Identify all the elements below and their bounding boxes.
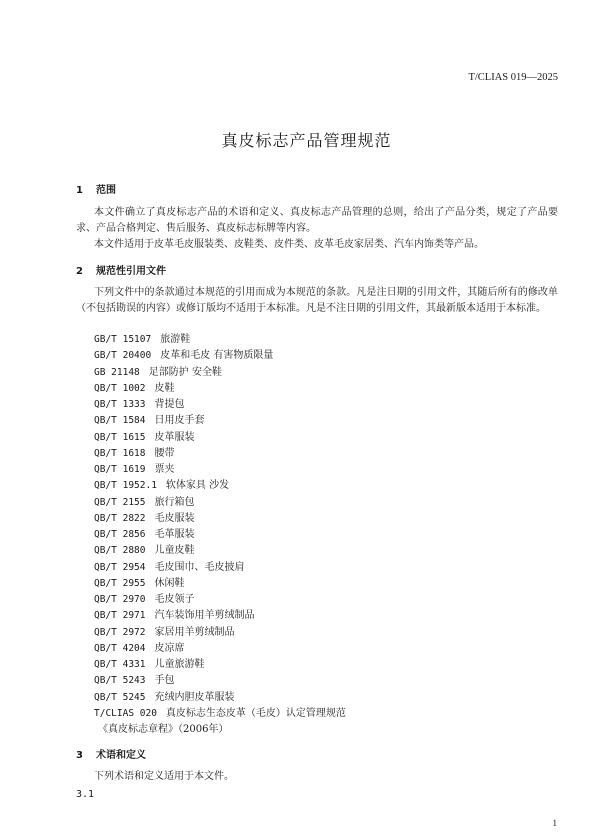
- reference-item: [94, 381, 346, 397]
- reference-item: [94, 332, 346, 348]
- section-number: 2: [76, 266, 83, 277]
- reference-item: [94, 365, 346, 381]
- reference-code: QB/T 5243: [94, 675, 146, 687]
- standard-code: T/CLIAS 019—2025: [468, 72, 558, 83]
- reference-title: 皮革和毛皮 有害物质限量: [160, 350, 274, 362]
- reference-title: 充绒内胆皮革服装: [154, 691, 235, 703]
- reference-code: QB/T 2155: [94, 496, 146, 508]
- reference-title: 背提包: [154, 399, 185, 410]
- section-heading-scope: [76, 181, 116, 196]
- reference-code: QB/T 1615: [94, 431, 146, 443]
- reference-code: GB/T 20400: [94, 350, 152, 362]
- reference-code: QB/T 4204: [94, 642, 146, 654]
- section-title: 规范性引用文件: [96, 266, 166, 277]
- reference-title: 真皮标志生态皮革（毛皮）认定管理规范: [165, 707, 346, 719]
- reference-item: [94, 608, 346, 624]
- reference-item: [94, 722, 346, 738]
- reference-item: [94, 673, 346, 689]
- reference-code: QB/T 2955: [94, 577, 146, 589]
- reference-item: [94, 511, 346, 527]
- reference-item: [94, 690, 346, 706]
- reference-title: 家居用羊剪绒制品: [154, 626, 235, 638]
- reference-title: 手包: [154, 675, 175, 687]
- section-title: 术语和定义: [96, 750, 146, 761]
- reference-code: QB/T 1584: [94, 415, 146, 427]
- reference-title: 毛革服装: [154, 529, 195, 540]
- reference-item: [94, 413, 346, 429]
- reference-title: 毛皮围巾、毛皮披肩: [154, 561, 245, 573]
- section-heading-normative-refs: [76, 262, 166, 277]
- section-number: 3: [76, 750, 83, 761]
- reference-item: [94, 657, 346, 673]
- reference-code: GB/T 15107: [94, 334, 152, 345]
- reference-list: [94, 332, 346, 738]
- reference-item: [94, 348, 346, 364]
- reference-code: QB/T 1619: [94, 464, 146, 475]
- reference-title: 《真皮标志章程》（2006年）: [98, 724, 229, 735]
- page-number: 1: [552, 818, 557, 828]
- reference-item: [94, 625, 346, 641]
- reference-title: 毛皮服装: [154, 512, 195, 524]
- section-number: 1: [76, 185, 83, 196]
- section-heading-terms: [76, 746, 146, 761]
- reference-item: [94, 592, 346, 608]
- reference-title: 皮凉席: [154, 642, 185, 654]
- reference-title: 皮鞋: [154, 382, 175, 394]
- reference-code: QB/T 2954: [94, 561, 146, 573]
- reference-item: [94, 495, 346, 511]
- reference-title: 旅游鞋: [160, 334, 191, 345]
- reference-code: T/CLIAS 020: [94, 707, 157, 719]
- reference-item: [94, 430, 346, 446]
- reference-code: QB/T 5245: [94, 691, 146, 703]
- reference-code: QB/T 1333: [94, 399, 146, 410]
- reference-title: 皮革服装: [154, 431, 195, 443]
- reference-item: [94, 706, 346, 722]
- reference-item: [94, 576, 346, 592]
- reference-code: QB/T 1002: [94, 382, 146, 394]
- reference-code: QB/T 2856: [94, 529, 146, 540]
- reference-item: [94, 641, 346, 657]
- reference-code: QB/T 1618: [94, 447, 146, 459]
- reference-code: QB/T 2972: [94, 626, 146, 638]
- reference-title: 儿童旅游鞋: [154, 659, 205, 670]
- reference-title: 旅行箱包: [154, 496, 195, 508]
- reference-item: [94, 543, 346, 559]
- reference-title: 儿童皮鞋: [154, 545, 195, 557]
- scope-paragraph-1: 本文件确立了真皮标志产品的术语和定义、真皮标志产品管理的总则，给出了产品分类，规定了产品要求、产品合格判定、售后服务、真皮标志标牌等内容。: [76, 207, 558, 234]
- clause-number: 3.1: [76, 789, 95, 800]
- reference-item: [94, 397, 346, 413]
- normative-refs-intro: 下列文件中的条款通过本规范的引用而成为本规范的条款。凡是注日期的引用文件，其随后所有的修改单（不包括勘误的内容）或修订版均不适用于本标准。凡是不注日期的引用文件，其最新版本适用于本标准。: [76, 287, 558, 314]
- reference-code: QB/T 2822: [94, 512, 146, 524]
- reference-item: [94, 527, 346, 543]
- reference-code: QB/T 1952.1: [94, 480, 157, 492]
- section-title: 范围: [96, 185, 116, 196]
- reference-title: 汽车装饰用羊剪绒制品: [154, 610, 255, 622]
- reference-code: QB/T 2880: [94, 545, 146, 557]
- reference-title: 软体家具 沙发: [165, 480, 230, 492]
- scope-paragraph-2: 本文件适用于皮革毛皮服装类、皮鞋类、皮件类、皮革毛皮家居类、汽车内饰类等产品。: [94, 239, 484, 250]
- document-title: 真皮标志产品管理规范: [221, 131, 392, 150]
- reference-item: [94, 462, 346, 478]
- reference-title: 毛皮领子: [154, 594, 195, 605]
- terms-intro: 下列术语和定义适用于本文件。: [94, 771, 234, 782]
- reference-item: [94, 446, 346, 462]
- reference-code: GB 21148: [94, 366, 140, 378]
- reference-title: 日用皮手套: [154, 415, 205, 427]
- reference-title: 足部防护 安全鞋: [148, 366, 222, 378]
- reference-item: [94, 560, 346, 576]
- reference-title: 休闲鞋: [154, 577, 185, 589]
- reference-code: QB/T 2970: [94, 594, 146, 605]
- reference-item: [94, 478, 346, 494]
- reference-title: 票夹: [154, 464, 175, 475]
- reference-code: QB/T 2971: [94, 610, 146, 622]
- reference-title: 腰带: [154, 447, 175, 459]
- reference-code: QB/T 4331: [94, 659, 146, 670]
